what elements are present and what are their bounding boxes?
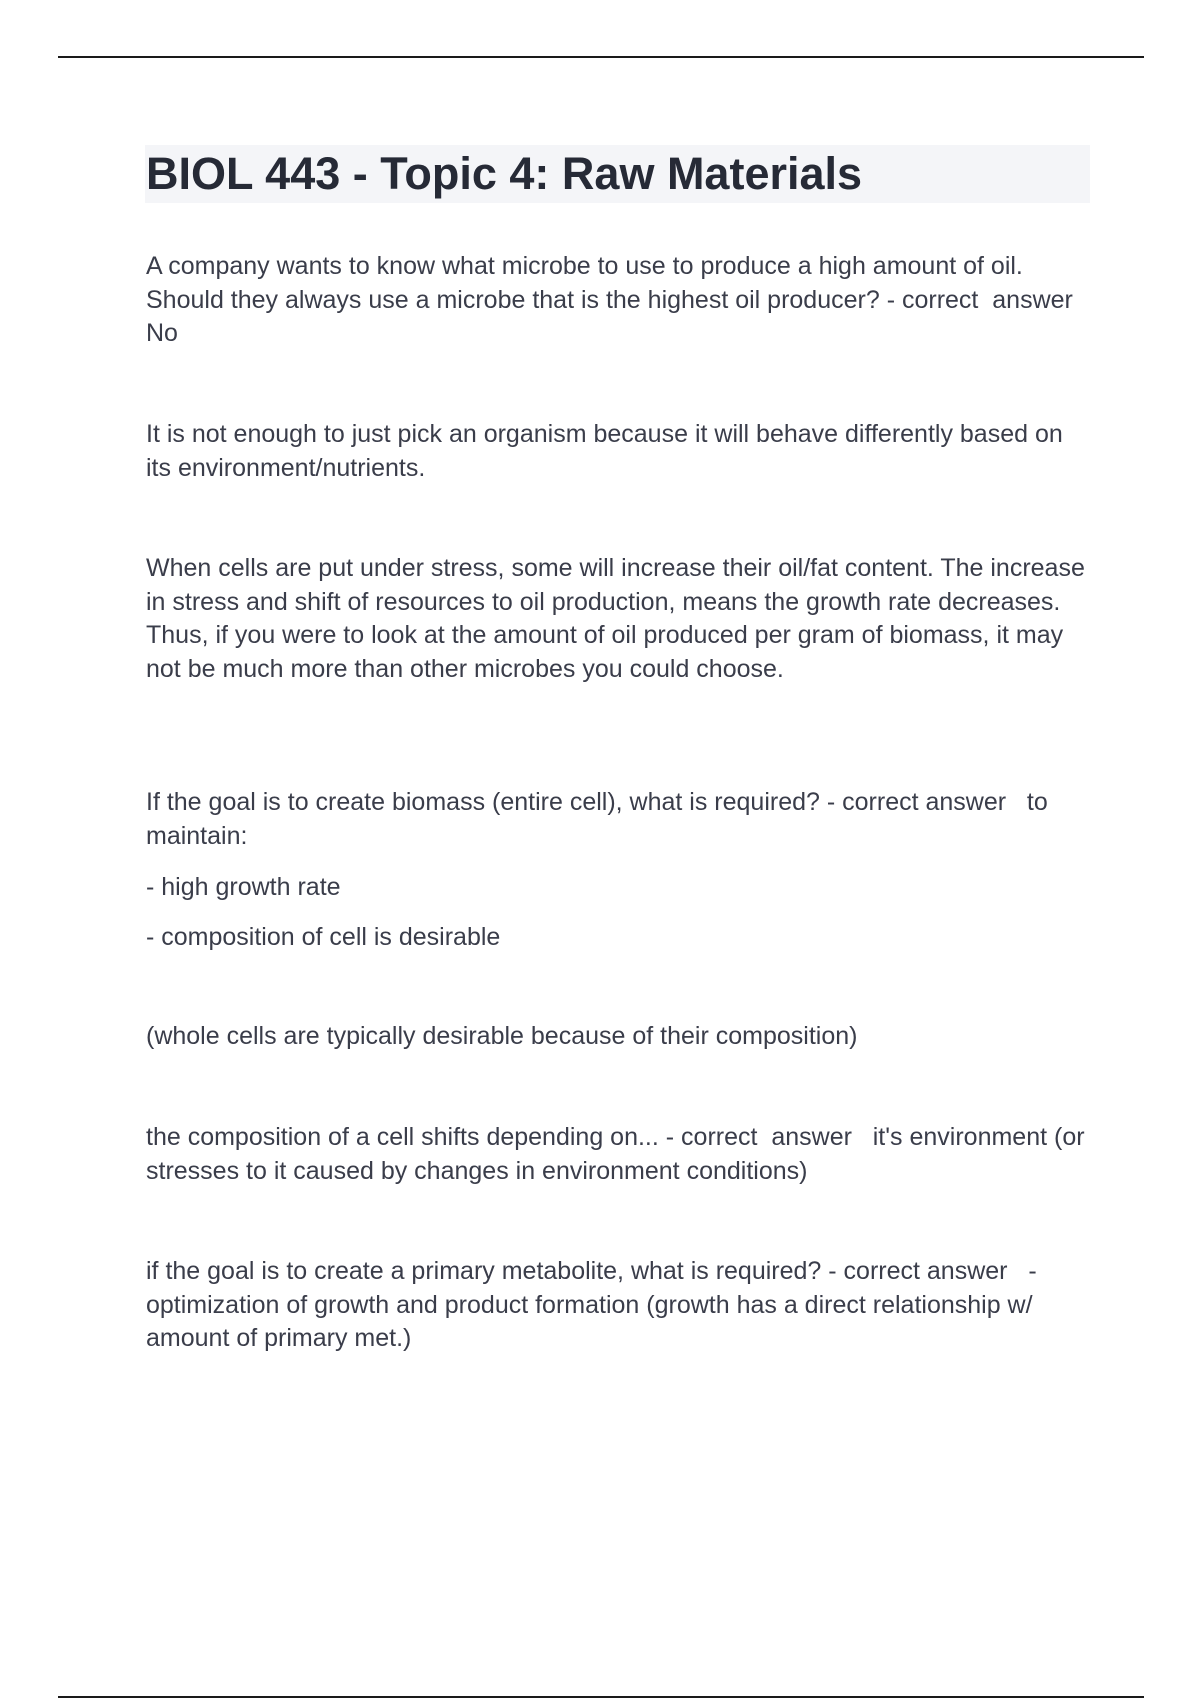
list-item-composition: - composition of cell is desirable bbox=[146, 923, 501, 951]
question-primary-metabolite: if the goal is to create a primary metabolite, what is required? - correct answer - optimization of growth and product formation (growth has a direct relationship w/ amount of primary met.) bbox=[146, 1257, 1044, 1352]
question-composition-shift: the composition of a cell shifts depending on... - correct answer it's environment (or stresses to it caused by changes in environment conditions) bbox=[146, 1123, 1092, 1185]
question-biomass: If the goal is to create biomass (entire cell), what is required? - correct answer to maintain: bbox=[146, 788, 1055, 850]
question-oil-producer: A company wants to know what microbe to use to produce a high amount of oil. Should they always use a microbe that is the highest oil producer? - correct answer No bbox=[146, 252, 1094, 347]
answer-explanation-environment: It is not enough to just pick an organism because it will behave differently based on its environment/nutrients. bbox=[146, 420, 1070, 482]
list-item-growth-rate: - high growth rate bbox=[146, 873, 341, 901]
note-whole-cells: (whole cells are typically desirable because of their composition) bbox=[146, 1022, 858, 1050]
answer-explanation-stress: When cells are put under stress, some will increase their oil/fat content. The increase in stress and shift of resources to oil production, means the growth rate decreases. Thus, if you were to look at the amount of oil produced per gram of biomass, it may not be much more than other microbes you could choose. bbox=[146, 554, 1092, 683]
document-title: BIOL 443 - Topic 4: Raw Materials bbox=[146, 148, 863, 199]
bottom-divider bbox=[58, 1696, 1144, 1698]
top-divider bbox=[58, 56, 1144, 58]
